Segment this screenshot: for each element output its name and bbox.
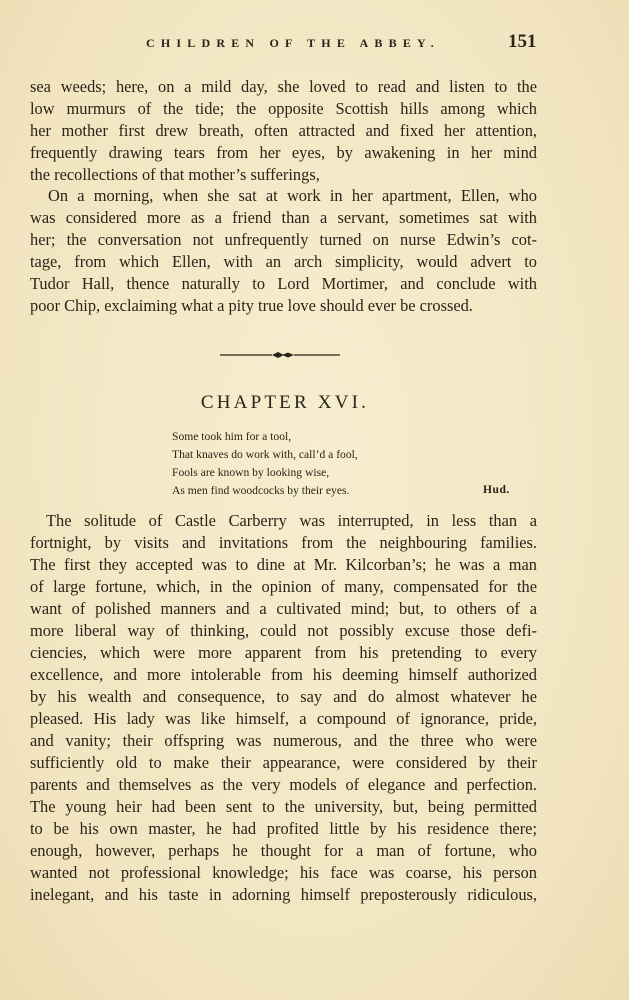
page-number: 151 xyxy=(508,31,537,52)
epigraph-line: Some took him for a tool, xyxy=(172,430,292,443)
paragraph-3-line: and vanity; their offspring was numerous, and the three who were xyxy=(30,731,537,750)
paragraph-2-line: Tudor Hall, thence naturally to Lord Mortimer, and conclude with xyxy=(30,274,537,293)
paragraph-2-line: poor Chip, exclaiming what a pity true love should ever be crossed. xyxy=(30,296,473,315)
paragraph-1-line: the recollections of that mother’s sufferings, xyxy=(30,165,320,184)
paragraph-3-line: more liberal way of thinking, could not possibly excuse those defi- xyxy=(30,621,537,640)
paragraph-3-line: excellence, and more intolerable from his deeming himself authorized xyxy=(30,665,537,684)
epigraph-line: That knaves do work with, call’d a fool, xyxy=(172,448,358,461)
paragraph-2-line: was considered more as a friend than a servant, sometimes sat with xyxy=(30,208,537,227)
paragraph-3-line: fortnight, by visits and invitations from the neighbouring families. xyxy=(30,533,537,552)
paragraph-3-line: The first they accepted was to dine at Mr. Kilcorban’s; he was a man xyxy=(30,555,537,574)
paragraph-3-line: ciencies, which were more apparent from his pretending to every xyxy=(30,643,537,662)
paragraph-1-line: sea weeds; here, on a mild day, she loved to read and listen to the xyxy=(30,77,537,96)
paragraph-3-line: inelegant, and his taste in adorning himself preposterously ridiculous, xyxy=(30,885,537,904)
epigraph-line: As men find woodcocks by their eyes. xyxy=(172,484,350,497)
ornamental-divider xyxy=(220,352,340,358)
paragraph-3-line: pleased. His lady was like himself, a compound of ignorance, pride, xyxy=(30,709,537,728)
running-head: CHILDREN OF THE ABBEY. xyxy=(146,36,440,50)
paragraph-1-line: low murmurs of the tide; the opposite Scottish hills among which xyxy=(30,99,537,118)
chapter-title: CHAPTER XVI. xyxy=(200,392,370,413)
paragraph-3-line: want of polished manners and a cultivated mind; but, to others of a xyxy=(30,599,537,618)
paragraph-2-line: tage, from which Ellen, with an arch simplicity, would advert to xyxy=(30,252,537,271)
paragraph-3-line: parents and themselves as the very models of elegance and perfection. xyxy=(30,775,537,794)
paragraph-3-line: to be his own master, he had profited little by his residence there; xyxy=(30,819,537,838)
paragraph-2-line: On a morning, when she sat at work in her apartment, Ellen, who xyxy=(48,186,537,205)
epigraph-line: Fools are known by looking wise, xyxy=(172,466,330,479)
paragraph-3-line: wanted not professional knowledge; his face was coarse, his person xyxy=(30,863,537,882)
paragraph-3-line: sufficiently old to make their appearance, were considered by their xyxy=(30,753,537,772)
paragraph-3-line: by his wealth and consequence, to say and do almost whatever he xyxy=(30,687,537,706)
paragraph-1-line: frequently drawing tears from her eyes, by awakening in her mind xyxy=(30,143,537,162)
paragraph-2-line: her; the conversation not unfrequently turned on nurse Edwin’s cot- xyxy=(30,230,537,249)
paragraph-3-line: The solitude of Castle Carberry was interrupted, in less than a xyxy=(46,511,537,530)
paragraph-3-line: of large fortune, which, in the opinion of many, compensated for the xyxy=(30,577,537,596)
paragraph-1-line: her mother first drew breath, often attracted and fixed her attention, xyxy=(30,121,537,140)
paragraph-3-line: The young heir had been sent to the university, but, being permitted xyxy=(30,797,537,816)
paragraph-3-line: enough, however, perhaps he thought for a man of fortune, who xyxy=(30,841,537,860)
epigraph-attribution: Hud. xyxy=(483,483,510,496)
